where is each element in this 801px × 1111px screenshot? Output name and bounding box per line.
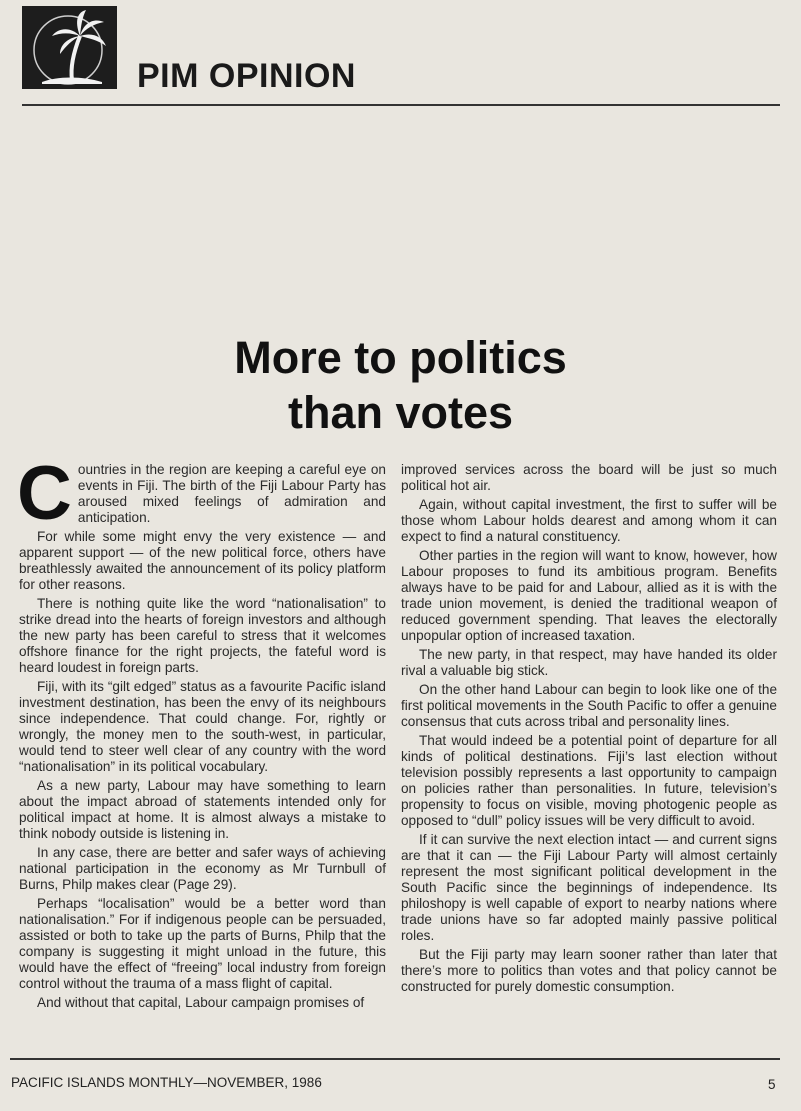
drop-cap: C xyxy=(17,451,72,536)
paragraph: Fiji, with its “gilt edged” status as a favourite Pacific island investment destination, has been the envy of its neighbours since independence. That could change. For, rightly or wrongly, the money men to the south-west, in particular, would tend to steer well clear of any country with the word “nationalisation” in its political vocabulary. xyxy=(19,679,386,774)
paragraph: And without that capital, Labour campaign promises of xyxy=(37,995,365,1010)
footer-divider xyxy=(10,1058,780,1060)
footer-publication: PACIFIC ISLANDS MONTHLY—NOVEMBER, 1986 xyxy=(11,1075,322,1090)
paragraph: Other parties in the region will want to know, however, how Labour proposes to fund its ambitious program. Benefits always have to be paid for and Labour, allied as it is with the trade union movement, is denied the traditional weapon of reduced government spending. That leaves the electorally unpopular option of increased taxation. xyxy=(401,548,777,643)
page-number: 5 xyxy=(768,1077,776,1092)
paragraph: The new party, in that respect, may have handed its older rival a valuable big stick. xyxy=(401,647,777,678)
paragraph: In any case, there are better and safer ways of achieving national participation in the economy as Mr Turnbull of Burns, Philp makes clear (Page 29). xyxy=(19,845,386,892)
header-divider xyxy=(22,104,780,106)
paragraph: For while some might envy the very existence — and apparent support — of the new political force, others have breathlessly awaited the announcement of its policy platform for other reasons. xyxy=(19,529,386,592)
headline-line-2: than votes xyxy=(287,387,514,438)
paragraph: improved services across the board will be just so much political hot air. xyxy=(401,462,777,493)
paragraph: If it can survive the next election intact — and current signs are that it can — the Fiji Labour Party will almost certainly represent the most significant political development in the South Pacific since the beginnings of independence. Its philoshopy is well capable of export to nearby nations where trade unions have so far adopted mainly passive political roles. xyxy=(401,832,777,943)
paragraph: Countries in the region are keeping a careful eye on events in Fiji. The birth of the Fiji Labour Party has aroused mixed feelings of admiration and anticipation. xyxy=(17,451,386,536)
article-column-right xyxy=(401,462,777,998)
logo xyxy=(22,6,117,89)
paragraph: That would indeed be a potential point of departure for all kinds of political destinations. Fiji’s last election without television possibly represents a last opportunity to campaign on policies rather than personalities. In future, television’s propensity to focus on visible, moving photogenic people as opposed to “dull” policy issues will be very difficult to avoid. xyxy=(401,733,777,828)
headline-line-1: More to politics xyxy=(234,332,567,383)
paragraph: Perhaps “localisation” would be a better word than nationalisation.” For if indigenous people can be persuaded, assisted or both to take up the parts of Burns, Philp that the company is suggesting it might unload in the future, this would have the effect of “freeing” local industry from foreign control without the trauma of a mass flight of capital. xyxy=(19,896,386,991)
paragraph: There is nothing quite like the word “nationalisation” to strike dread into the hearts of foreign investors and although the new party has been careful to stress that it welcomes offshore finance for the right projects, the fateful word is heard loudest in foreign parts. xyxy=(19,596,386,675)
paragraph: On the other hand Labour can begin to look like one of the first political movements in the South Pacific to offer a genuine consensus that cuts across tribal and personality lines. xyxy=(401,682,777,729)
section-title: PIM OPINION xyxy=(137,57,356,95)
article-headline xyxy=(0,330,801,440)
paragraph: As a new party, Labour may have something to learn about the impact abroad of statements intended only for political impact at home. It is almost always a mistake to think nobody outside is listening in. xyxy=(19,778,386,841)
palm-tree-icon xyxy=(22,6,117,89)
article-column-left xyxy=(17,451,386,1014)
paragraph: Again, without capital investment, the first to suffer will be those whom Labour holds dearest and among whom it can expect to find a natural constituency. xyxy=(401,497,777,544)
paragraph: But the Fiji party may learn sooner rather than later that there’s more to politics than votes and that policy cannot be constructed for purely domestic consumption. xyxy=(401,947,777,994)
